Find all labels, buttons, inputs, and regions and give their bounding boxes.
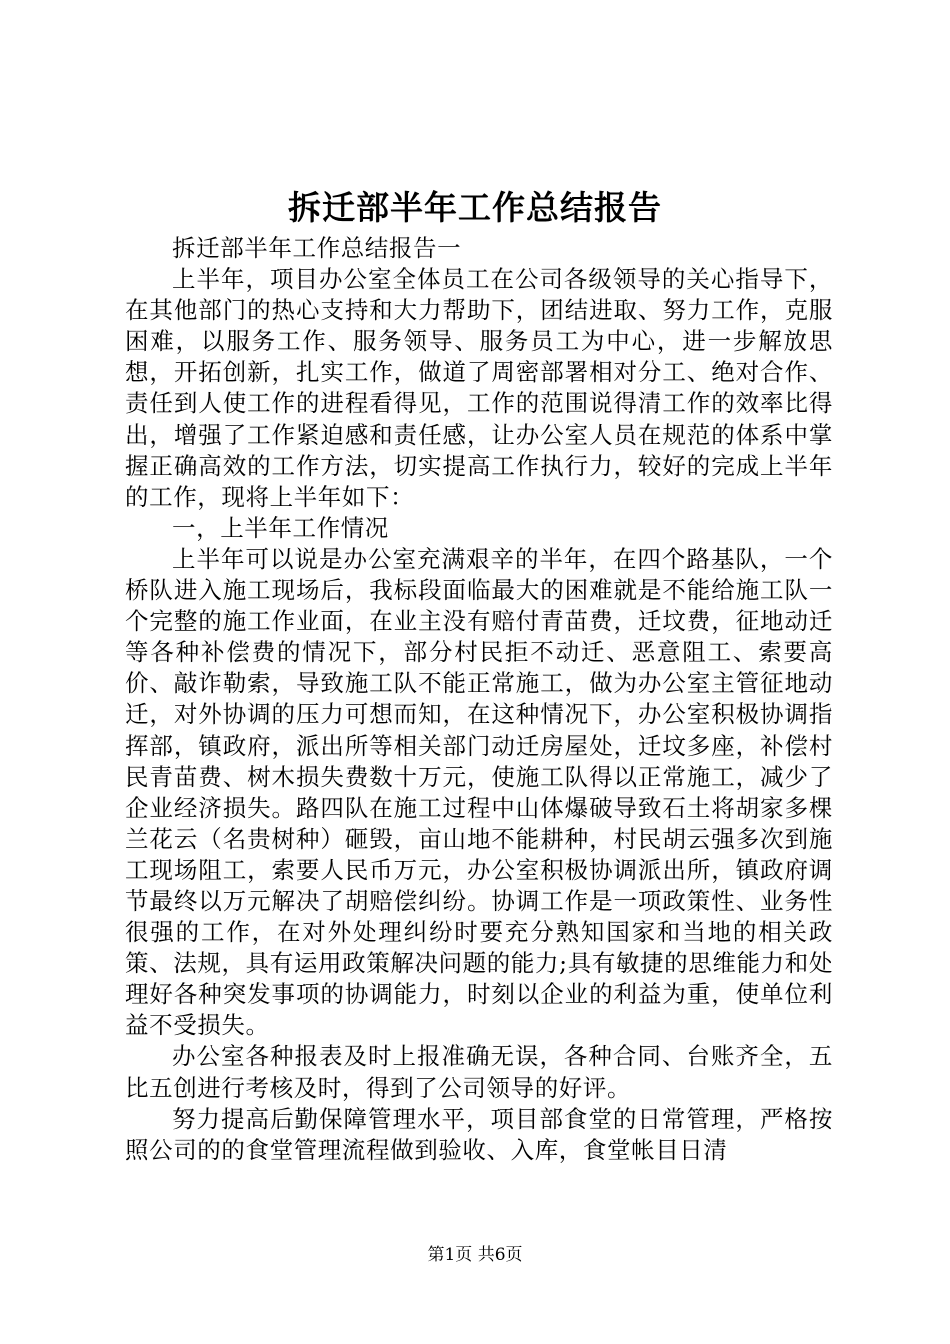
paragraph-logistics: 努力提高后勤保障管理水平，项目部食堂的日常管理，严格按照公司的的食堂管理流程做到验收、入库，食堂帐目日清: [125, 1104, 833, 1164]
section-heading: 一，上半年工作情况: [172, 513, 389, 542]
document-body: [125, 233, 833, 1166]
page-footer: 第1页 共6页: [427, 1245, 523, 1265]
paragraph-reports: 办公室各种报表及时上报准确无误，各种合同、台账齐全，五比五创进行考核及时，得到了公司领导的好评。: [125, 1042, 833, 1102]
paragraph-work-situation: 上半年可以说是办公室充满艰辛的半年，在四个路基队，一个桥队进入施工现场后，我标段面临最大的困难就是不能给施工队一个完整的施工作业面，在业主没有赔付青苗费，迁坟费，征地动迁等各种补偿费的情况下，部分村民拒不动迁、恶意阻工、索要高价、敲诈勒索，导致施工队不能正常施工，做为办公室主管征地动迁，对外协调的压力可想而知，在这种情况下，办公室积极协调指挥部，镇政府，派出所等相关部门动迁房屋处，迁坟多座，补偿村民青苗费、树木损失费数十万元，使施工队得以正常施工，减少了企业经济损失。路四队在施工过程中山体爆破导致石土将胡家多棵兰花云（名贵树种）砸毁，亩山地不能耕种，村民胡云强多次到施工现场阻工，索要人民币万元，办公室积极协调派出所，镇政府调节最终以万元解决了胡赔偿纠纷。协调工作是一项政策性、业务性很强的工作，在对外处理纠纷时要充分熟知国家和当地的相关政策、法规，具有运用政策解决问题的能力;具有敏捷的思维能力和处理好各种突发事项的协调能力，时刻以企业的利益为重，使单位利益不受损失。: [125, 544, 833, 1040]
document-title: 拆迁部半年工作总结报告: [288, 188, 662, 227]
paragraph-intro: 上半年，项目办公室全体员工在公司各级领导的关心指导下，在其他部门的热心支持和大力帮助下，团结进取、努力工作，克服困难，以服务工作、服务领导、服务员工为中心，进一步解放思想，开拓创新，扎实工作，做道了周密部署相对分工、绝对合作、责任到人使工作的进程看得见，工作的范围说得清工作的效率比得出，增强了工作紧迫感和责任感，让办公室人员在规范的体系中掌握正确高效的工作方法，切实提高工作执行力，较好的完成上半年的工作，现将上半年如下：: [125, 265, 833, 511]
paragraph-subtitle: 拆迁部半年工作总结报告一: [172, 234, 462, 262]
